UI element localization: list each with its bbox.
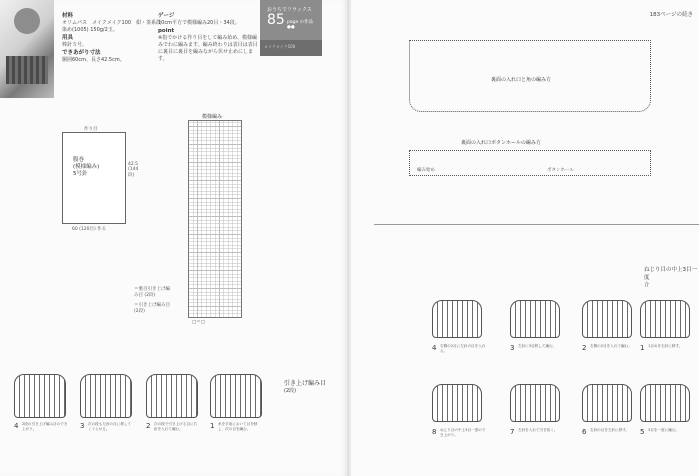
step-caption: 1目めを右針に移す。	[648, 344, 683, 348]
pull-up-title-text: 引き上げ編み目	[284, 380, 327, 387]
knit-illustration	[510, 300, 560, 338]
section-divider	[374, 224, 699, 225]
step-number: 2	[146, 422, 151, 430]
page-reference-box	[260, 0, 322, 56]
size-heading: できあがり寸法	[62, 50, 101, 56]
step-caption: 右側の2目に左針の目を入れる。	[440, 344, 486, 353]
tools-text: 棒針５号。	[62, 42, 88, 48]
step-caption: 糸を手前において目を移し、次の目を編む。	[218, 422, 258, 431]
twist-step-3	[506, 296, 568, 386]
step-number: 6	[582, 428, 587, 436]
step-4	[10, 370, 70, 450]
step-number: 3	[80, 422, 85, 430]
step-2	[142, 370, 202, 450]
point-heading: point	[158, 28, 175, 34]
knit-illustration	[432, 384, 482, 422]
step-number: 7	[510, 428, 515, 436]
knit-illustration	[432, 300, 482, 338]
step-caption: 2段の引き上げ編み目のでき上がり。	[22, 422, 68, 431]
materials-heading: 材料	[62, 13, 74, 19]
garment-schematic	[62, 132, 126, 224]
knit-illustration	[582, 384, 632, 422]
garment-label	[73, 157, 99, 178]
twist-step-7	[506, 380, 568, 470]
point-text: ※指でかける作り目をして編み始め、模様編みでわに編みます。編み終わりは表目は表目に裏目に裏目を編みながら伏せ止めにします。	[158, 35, 258, 62]
step-caption: 3目を一度に編む。	[648, 428, 680, 432]
step-number: 1	[640, 344, 645, 352]
legend-pullup: ＝引き上げ編み目 (2段)	[134, 303, 170, 314]
size-text: 胴囲60cm、長さ42.5cm。	[62, 57, 125, 63]
knit-illustration	[582, 300, 632, 338]
step-number: 8	[432, 428, 437, 436]
page-continuation: 183ページの続き	[649, 12, 693, 18]
step-caption: 右針の目を左針に移す。	[590, 428, 630, 432]
twist-step-5	[636, 380, 698, 470]
chart-title-2: 裏面の入れ口ボタンホールの編み方	[461, 140, 541, 146]
step-caption: 左針に3目移して編む。	[518, 344, 557, 348]
twist-step-8	[428, 380, 490, 470]
knit-illustration	[210, 374, 262, 418]
step-3	[76, 370, 136, 450]
materials-block	[62, 12, 162, 64]
info-label: おうちでリラックス	[267, 7, 312, 13]
knit-illustration	[640, 300, 690, 338]
step-caption: 右側の2目を入れて編む。	[590, 344, 632, 348]
knit-illustration	[510, 384, 560, 422]
pattern-note: □＝□	[192, 320, 206, 325]
twist-title-text: ねじり目の中上3目一度	[644, 267, 697, 281]
edge-chart-2	[409, 150, 651, 176]
info-bottom-text: メイクメイク100	[264, 44, 296, 49]
knit-illustration	[146, 374, 198, 418]
left-page	[0, 0, 349, 476]
step-number: 5	[640, 428, 645, 436]
step-number: 4	[432, 344, 437, 352]
info-page-number: 85	[267, 12, 285, 28]
garment-label-1: 腹巻	[73, 157, 85, 163]
garment-label-2: (模様編み)	[73, 164, 100, 170]
legend-purl-pullup: ＝裏目引き上げ編み目 (2段)	[134, 287, 170, 298]
step-number: 3	[510, 344, 515, 352]
twist-step-2	[578, 296, 640, 386]
knit-illustration	[14, 374, 66, 418]
step-caption: 次の段も左針の目に移してくぐらせる。	[88, 422, 132, 431]
step-number: 4	[14, 422, 19, 430]
model-head	[14, 8, 40, 34]
garment-bottom-dim: 60 (120目) 作る	[72, 227, 107, 232]
twist-title	[644, 265, 699, 288]
garment-label-3: 5号針	[73, 171, 88, 177]
start-label: 編み始め	[417, 168, 435, 173]
step-caption: 次の段で引き上げる目に右針を入れて編む。	[154, 422, 198, 431]
pull-up-subtitle: (2段)	[284, 388, 297, 394]
gauge-text: 10cm平方で模様編み20目・34段。	[158, 20, 240, 26]
twist-scale: 合	[644, 282, 650, 288]
step-1	[206, 370, 266, 450]
knitted-bellyband-image	[6, 56, 48, 84]
info-page-suffix: page の作品 ●●	[287, 20, 314, 30]
model-photo	[0, 0, 54, 98]
materials-text: オリムパス メイクメイク100 紺・茶系段染め(1005) 150g/2玉。	[62, 20, 162, 33]
garment-top-dim: 作り目	[84, 127, 98, 132]
tools-heading: 用具	[62, 35, 74, 41]
step-caption: 左針を入れて引き抜く。	[518, 428, 558, 432]
knit-illustration	[640, 384, 690, 422]
step-number: 1	[210, 422, 215, 430]
pattern-chart	[188, 120, 242, 318]
pattern-title: 模様編み	[202, 114, 223, 120]
knit-illustration	[80, 374, 132, 418]
step-number: 2	[582, 344, 587, 352]
twist-step-4	[428, 296, 490, 386]
buttonhole-label: ボタンホール	[547, 168, 574, 173]
step-caption: ねじり目の中上3目一度のでき上がり。	[440, 428, 486, 437]
info-bottom-bar	[260, 40, 322, 56]
chart-title-1: 裏面の入れ口と角の編み方	[491, 77, 552, 83]
twist-step-6	[578, 380, 640, 470]
gauge-block	[158, 12, 258, 63]
pull-up-title	[284, 378, 326, 394]
gauge-heading: ゲージ	[158, 13, 175, 19]
garment-side-dim: 42.5 (144段)	[128, 162, 139, 178]
twist-step-1	[636, 296, 698, 386]
